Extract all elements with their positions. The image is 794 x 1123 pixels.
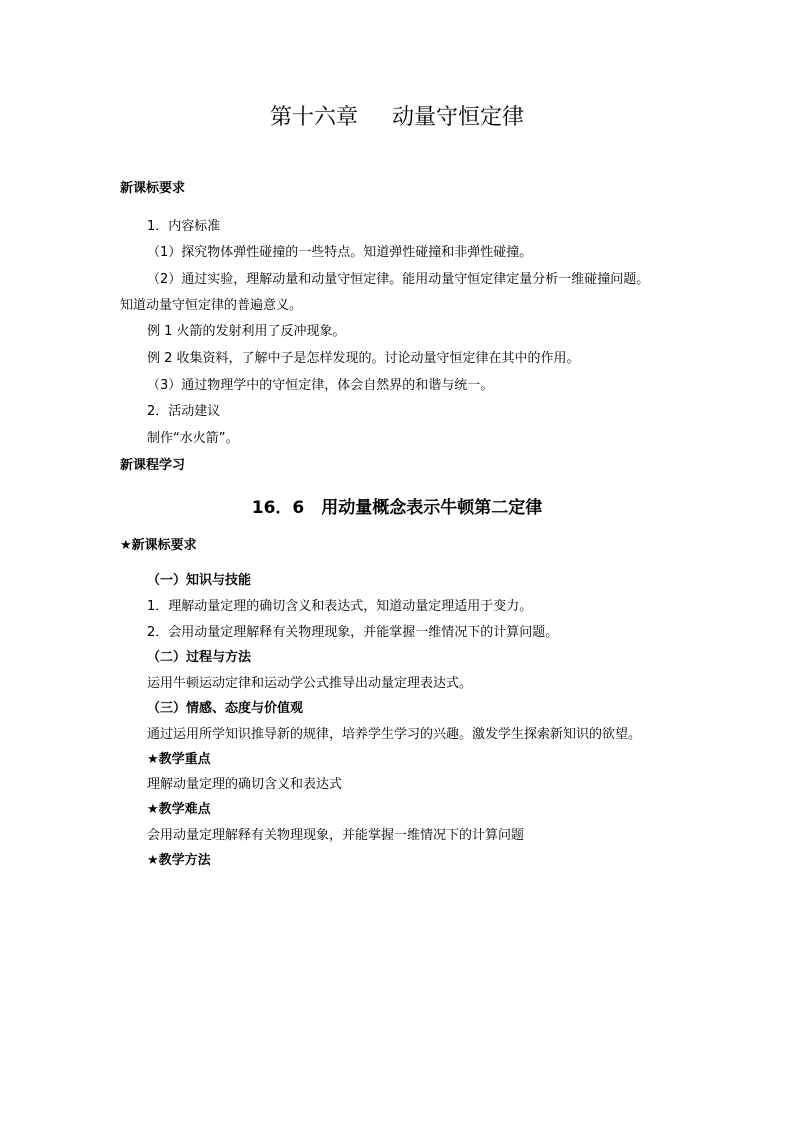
knowledge-item-2: 2．会用动量定理解释有关物理现象，并能掌握一维情况下的计算问题。	[147, 625, 559, 640]
process-method-heading: （二）过程与方法	[147, 650, 252, 665]
chapter-number: 第十六章	[269, 105, 358, 130]
chapter-name: 动量守恒定律	[392, 105, 525, 130]
chapter-title	[0, 104, 794, 132]
activity-text: 制作“水火箭”。	[147, 431, 239, 446]
content-item-1: （1）探究物体弹性碰撞的一些特点。知道弹性碰撞和非弹性碰撞。	[147, 245, 533, 260]
example-1: 例 1 火箭的发射利用了反冲现象。	[147, 324, 346, 339]
knowledge-skills-heading: （一）知识与技能	[147, 573, 252, 588]
teaching-focus-heading: ★教学重点	[147, 752, 211, 767]
curriculum-requirements-heading: 新课标要求	[120, 181, 186, 196]
section-title: 16．6 用动量概念表示牛顿第二定律	[251, 498, 543, 518]
teaching-focus-text: 理解动量定理的确切含义和表达式	[147, 777, 343, 792]
content-item-2-continued: 知道动量守恒定律的普遍意义。	[120, 298, 303, 313]
teaching-difficulty-heading: ★教学难点	[147, 802, 211, 817]
knowledge-item-1: 1．理解动量定理的确切含义和表达式，知道动量定理适用于变力。	[147, 599, 533, 614]
activity-heading: 2．活动建议	[147, 404, 221, 419]
lesson-requirements-heading: ★新课标要求	[120, 538, 197, 553]
content-standard-heading: 1．内容标准	[147, 219, 221, 234]
emotion-values-text: 通过运用所学知识推导新的规律，培养学生学习的兴趣。激发学生探索新知识的欲望。	[147, 727, 642, 742]
course-study-heading: 新课程学习	[120, 458, 186, 473]
content-item-2: （2）通过实验，理解动量和动量守恒定律。能用动量守恒定律定量分析一维碰撞问题。	[147, 272, 650, 287]
teaching-method-heading: ★教学方法	[147, 853, 211, 868]
content-item-3: （3）通过物理学中的守恒定律，体会自然界的和谐与统一。	[147, 378, 494, 393]
teaching-difficulty-text: 会用动量定理解释有关物理现象，并能掌握一维情况下的计算问题	[147, 828, 525, 843]
emotion-values-heading: （三）情感、态度与价值观	[147, 701, 304, 716]
example-2: 例 2 收集资料，了解中子是怎样发现的。讨论动量守恒定律在其中的作用。	[147, 351, 580, 366]
process-method-text: 运用牛顿运动定律和运动学公式推导出动量定理表达式。	[147, 676, 473, 691]
